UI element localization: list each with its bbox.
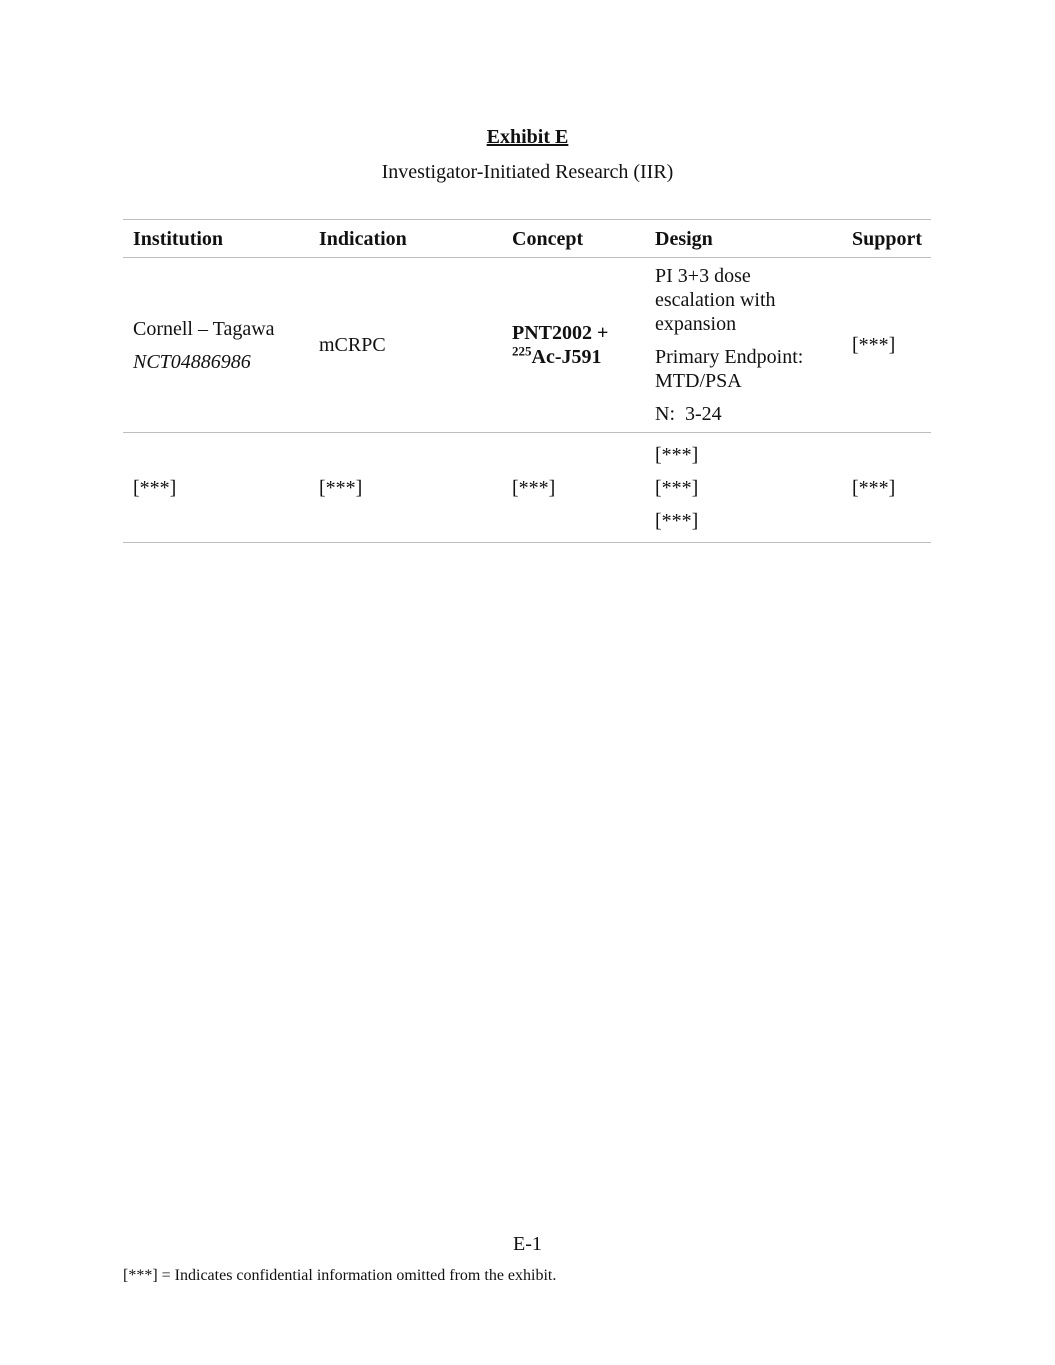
design-redacted: [***] (655, 443, 699, 466)
design-description (655, 264, 842, 336)
concept-cell (502, 433, 645, 543)
institution-cell (123, 433, 309, 543)
support-redacted: [***] (852, 476, 896, 499)
column-header-design: Design (655, 227, 713, 250)
institution-cell (123, 258, 309, 433)
exhibit-title: Exhibit E (486, 126, 569, 148)
table-row (123, 433, 931, 543)
design-line: expansion (655, 313, 737, 335)
sample-size-value: N: 3-24 (655, 403, 722, 425)
trial-id: NCT04886986 (133, 350, 251, 373)
indication-cell (309, 433, 502, 543)
support-cell (842, 433, 931, 543)
page-number: E-1 (513, 1233, 542, 1255)
primary-endpoint (655, 345, 842, 393)
indication-value: mCRPC (319, 334, 386, 356)
concept-compound: Ac-J591 (531, 346, 602, 368)
indication-cell (309, 258, 502, 433)
column-header-indication: Indication (319, 227, 407, 250)
design-cell (645, 258, 842, 433)
design-cell (645, 433, 842, 543)
endpoint-line: MTD/PSA (655, 370, 742, 392)
concept-line-2 (512, 345, 645, 369)
design-redacted: [***] (655, 509, 699, 532)
concept-line-1: PNT2002 + (512, 322, 609, 344)
support-cell (842, 258, 931, 433)
institution-redacted: [***] (133, 476, 177, 499)
sample-size (655, 402, 842, 426)
design-line: PI 3+3 dose (655, 265, 751, 287)
table-header-row (123, 220, 931, 258)
endpoint-line: Primary Endpoint: (655, 346, 804, 368)
design-line: escalation with (655, 289, 776, 311)
indication-redacted: [***] (319, 476, 363, 499)
column-header-support: Support (852, 227, 923, 250)
table-row (123, 258, 931, 433)
concept-redacted: [***] (512, 476, 556, 499)
concept-cell (502, 258, 645, 433)
isotope-superscript: 225 (512, 343, 532, 359)
iir-table (123, 219, 931, 543)
support-value: [***] (852, 334, 896, 356)
design-redacted: [***] (655, 476, 699, 499)
exhibit-subtitle: Investigator-Initiated Research (IIR) (381, 161, 674, 183)
institution-name: Cornell – Tagawa (133, 317, 275, 340)
confidentiality-footnote: [***] = Indicates confidential information omitted from the exhibit. (123, 1267, 557, 1284)
column-header-concept: Concept (512, 227, 584, 250)
column-header-institution: Institution (133, 227, 224, 250)
